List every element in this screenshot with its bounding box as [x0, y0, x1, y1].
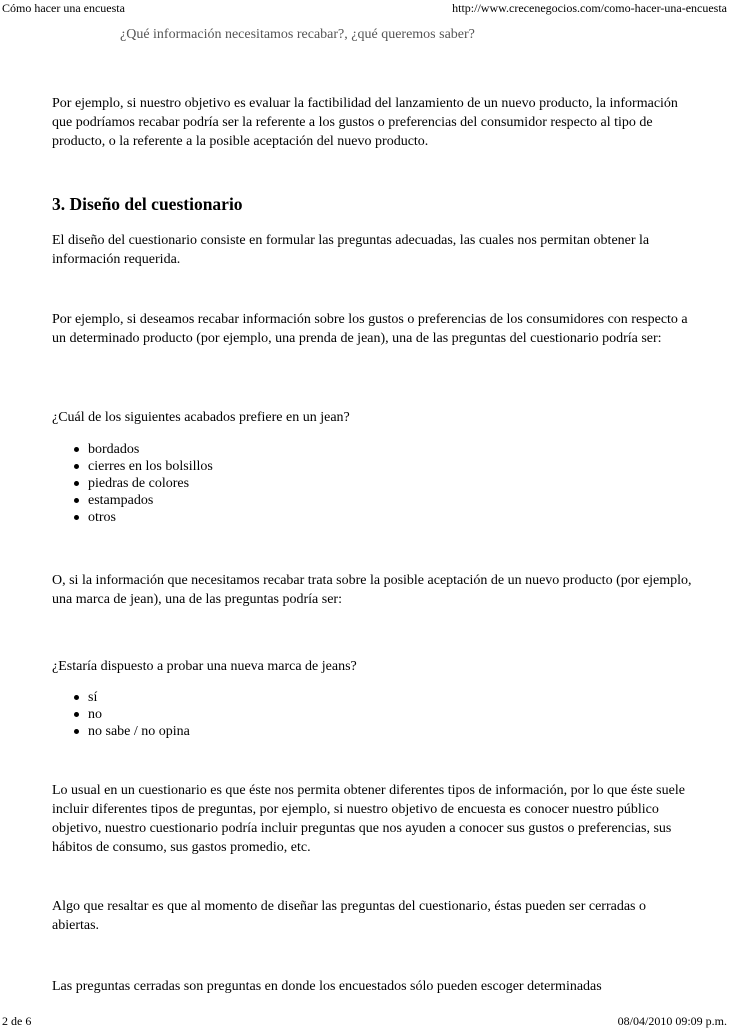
- list-item: estampados: [88, 492, 213, 509]
- cut-off-top-text: ¿Qué información necesitamos recabar?, ¿qué queremos saber?: [120, 27, 475, 42]
- question-finishes: ¿Cuál de los siguientes acabados prefiere en un jean?: [52, 410, 350, 425]
- cut-off-bottom-text: Las preguntas cerradas son preguntas en donde los encuestados sólo pueden escoger determinadas: [52, 979, 602, 994]
- list-item: bordados: [88, 441, 213, 458]
- section-heading: 3. Diseño del cuestionario: [52, 194, 243, 214]
- cut-off-bottom-line: [52, 977, 692, 994]
- print-datetime: 08/04/2010 09:09 p.m.: [617, 1014, 727, 1028]
- paragraph-question-types: Lo usual en un cuestionario es que éste nos permita obtener diferentes tipos de información, por lo que éste suele incluir diferentes tipos de preguntas, por ejemplo, si nuestro objetivo de encuesta es conocer nuestro público objetivo, nuestro cuestionario podría incluir preguntas que nos ayuden a conocer sus gustos o preferencias, sus hábitos de consumo, sus gastos promedio, etc.: [52, 783, 685, 855]
- cut-off-top-line: [120, 27, 500, 48]
- print-header-title: Cómo hacer una encuesta: [2, 1, 125, 15]
- paragraph-example-acceptance: O, si la información que necesitamos recabar trata sobre la posible aceptación de un nuevo producto (por ejemplo, una marca de jean), una de las preguntas podría ser:: [52, 573, 692, 607]
- list-item: sí: [88, 689, 190, 706]
- list-item: piedras de colores: [88, 475, 213, 492]
- question-new-brand: ¿Estaría dispuesto a probar una nueva marca de jeans?: [52, 659, 357, 674]
- options-list-finishes: [52, 441, 213, 526]
- list-item: otros: [88, 509, 213, 526]
- options-list-new-brand: [52, 689, 190, 740]
- print-header-url: http://www.crecenegocios.com/como-hacer-una-encuesta: [452, 1, 727, 15]
- list-item: no sabe / no opina: [88, 724, 190, 739]
- list-item: cierres en los bolsillos: [88, 459, 213, 474]
- paragraph-example-preferences: Por ejemplo, si deseamos recabar información sobre los gustos o preferencias de los consumidores con respecto a un determinado producto (por ejemplo, una prenda de jean), una de las preguntas del cuestionario podría ser:: [52, 312, 688, 346]
- paragraph-example-objective: Por ejemplo, si nuestro objetivo es evaluar la factibilidad del lanzamiento de un nuevo producto, la información que podríamos recabar podría ser la referente a los gustos o preferencias del consumidor respecto al tipo de producto, o la referente a la posible aceptación del nuevo producto.: [52, 96, 678, 149]
- paragraph-questionnaire-design: El diseño del cuestionario consiste en formular las preguntas adecuadas, las cuales nos permitan obtener la información requerida.: [52, 233, 650, 267]
- list-item: no: [88, 706, 190, 723]
- page-number: 2 de 6: [2, 1014, 32, 1028]
- paragraph-closed-open: Algo que resaltar es que al momento de diseñar las preguntas del cuestionario, éstas pueden ser cerradas o abiertas.: [52, 899, 647, 933]
